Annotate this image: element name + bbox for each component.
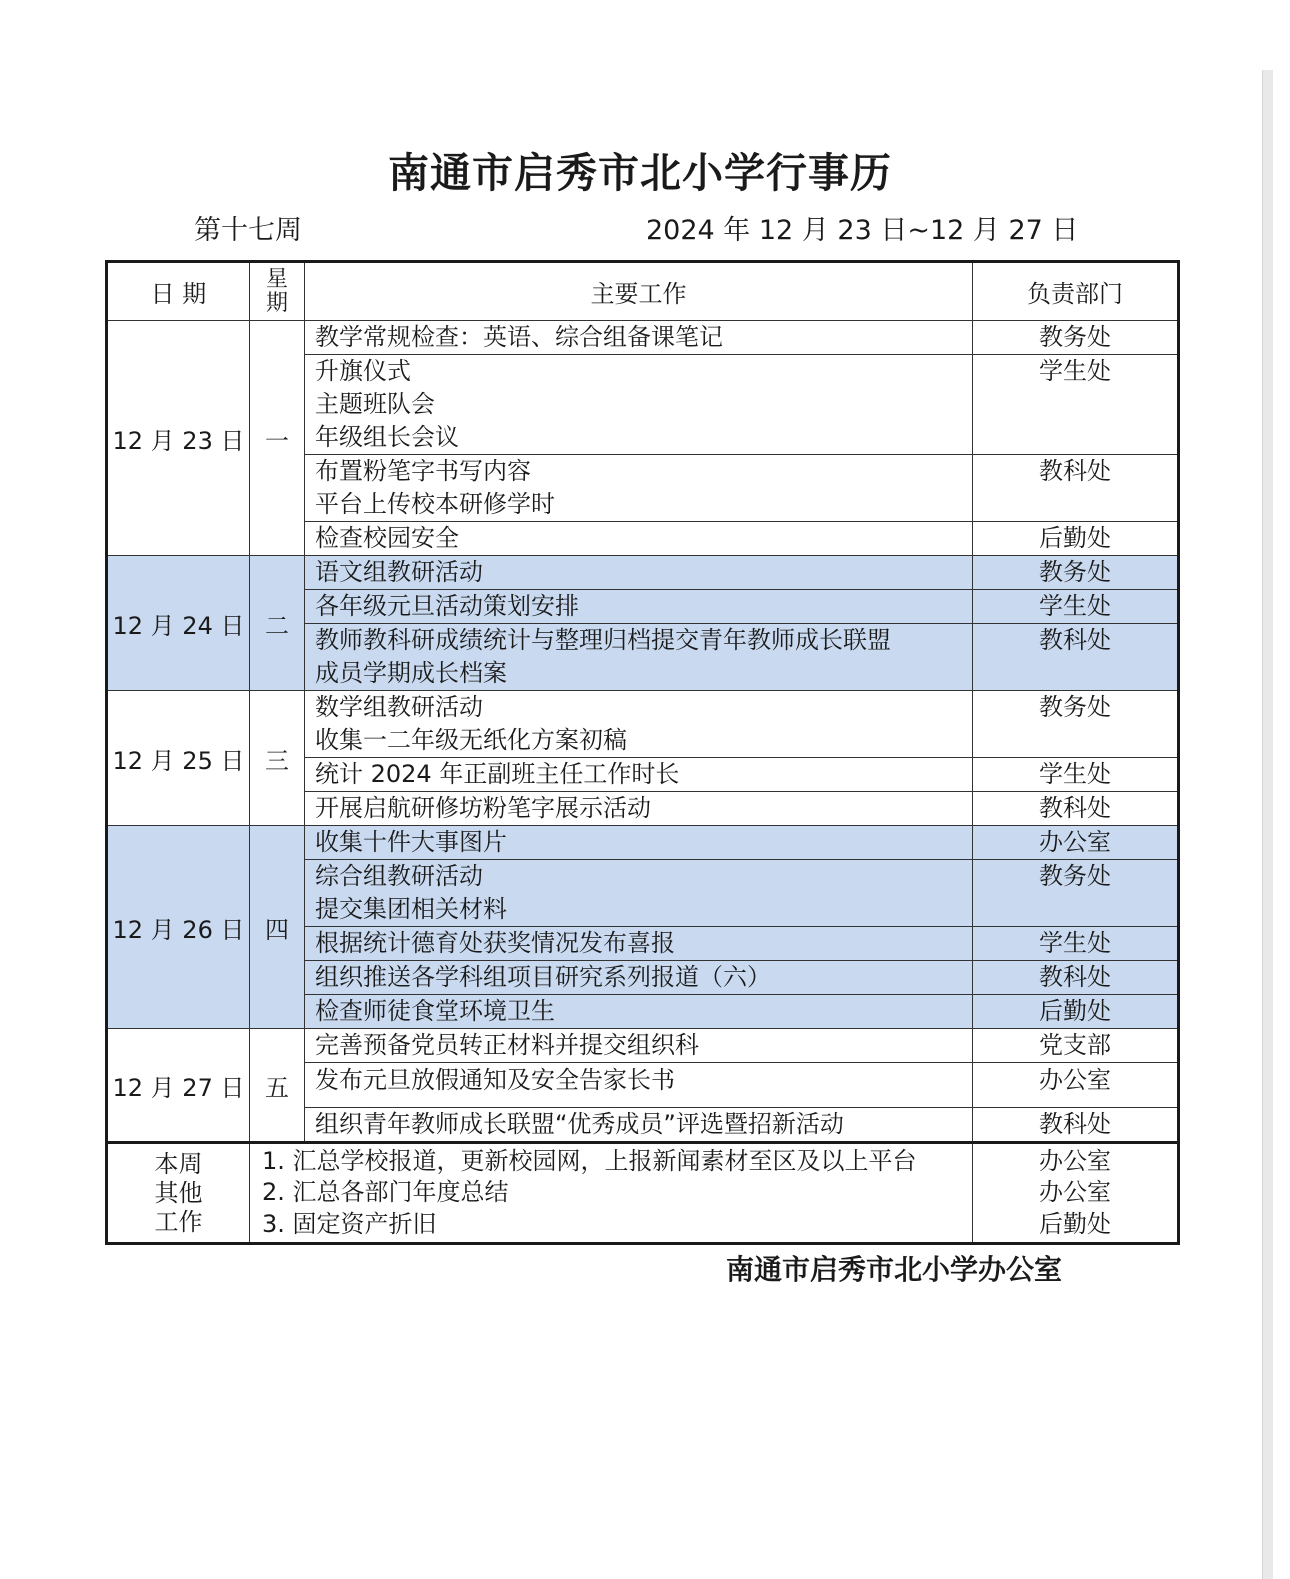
task-line: 检查师徒食堂环境卫生: [315, 997, 555, 1025]
date-cell: 12 月 23 日: [107, 321, 250, 556]
task-line: 语文组教研活动: [315, 558, 483, 586]
date-range: 2024 年 12 月 23 日~12 月 27 日: [646, 215, 1079, 246]
dept-cell: 教科处: [973, 792, 1179, 826]
task-line: 综合组教研活动: [315, 862, 483, 890]
task-cell: [305, 355, 973, 455]
header-date: 日 期: [107, 262, 250, 321]
table-row: [107, 1029, 1179, 1063]
task-line: 布置粉笔字书写内容: [315, 457, 531, 485]
task-line: 数学组教研活动: [315, 693, 483, 721]
dept-cell: 教务处: [973, 691, 1179, 758]
other-work-item: 3. 固定资产折旧: [262, 1209, 437, 1238]
dept-cell: 教科处: [973, 624, 1179, 691]
footer-signature: 南通市启秀市北小学办公室: [726, 1253, 1063, 1286]
task-line: 根据统计德育处获奖情况发布喜报: [315, 929, 675, 957]
dept-cell: 后勤处: [973, 522, 1179, 556]
task-cell: [305, 927, 973, 961]
dept-cell: 后勤处: [973, 995, 1179, 1029]
scrollbar[interactable]: [1262, 70, 1273, 1579]
task-cell: [305, 860, 973, 927]
task-cell: [305, 321, 973, 355]
task-line: 组织青年教师成长联盟“优秀成员”评选暨招新活动: [315, 1110, 844, 1138]
week-label: 第十七周: [194, 215, 302, 246]
task-line: 组织推送各学科组项目研究系列报道（六）: [315, 963, 771, 991]
table-row: [107, 321, 1179, 355]
date-cell: 12 月 25 日: [107, 691, 250, 826]
dept-cell: 教务处: [973, 556, 1179, 590]
task-line: 教师教科研成绩统计与整理归档提交青年教师成长联盟: [315, 626, 891, 654]
header-task: 主要工作: [305, 262, 973, 321]
dept-cell: 教科处: [973, 1108, 1179, 1143]
task-cell: [305, 691, 973, 758]
dept-cell: 办公室: [973, 826, 1179, 860]
header-dept: 负责部门: [973, 262, 1179, 321]
dept-cell: 办公室: [973, 1063, 1179, 1108]
date-cell: 12 月 24 日: [107, 556, 250, 691]
task-line: 教学常规检查：英语、综合组备课笔记: [315, 323, 723, 351]
dept-cell: 教科处: [973, 961, 1179, 995]
other-work-row: [107, 1143, 1179, 1244]
task-cell: [305, 1029, 973, 1063]
task-line: 开展启航研修坊粉笔字展示活动: [315, 794, 651, 822]
task-cell: [305, 826, 973, 860]
table-row: [107, 556, 1179, 590]
task-line: 升旗仪式: [315, 357, 411, 385]
task-line: 成员学期成长档案: [315, 659, 507, 687]
task-line: 年级组长会议: [315, 423, 459, 451]
task-line: 统计 2024 年正副班主任工作时长: [315, 760, 680, 788]
task-cell: [305, 995, 973, 1029]
table-row: [107, 691, 1179, 758]
page-title: 南通市启秀市北小学行事历: [388, 149, 892, 197]
weekday-cell: 四: [250, 826, 305, 1029]
other-work-depts: [973, 1143, 1179, 1244]
dept-cell: 学生处: [973, 758, 1179, 792]
header-weekday-line1: 星: [265, 266, 288, 292]
dept-cell: 教科处: [973, 455, 1179, 522]
dept-cell: 教务处: [973, 860, 1179, 927]
task-line: 发布元旦放假通知及安全告家长书: [315, 1066, 675, 1094]
dept-cell: 学生处: [973, 355, 1179, 455]
task-line: 完善预备党员转正材料并提交组织科: [315, 1031, 699, 1059]
task-cell: [305, 624, 973, 691]
other-label-line: 其他: [154, 1178, 203, 1207]
task-line: 收集十件大事图片: [315, 828, 507, 856]
task-line: 主题班队会: [315, 390, 435, 418]
dept-cell: 教务处: [973, 321, 1179, 355]
other-work-dept: 后勤处: [1039, 1209, 1111, 1238]
task-cell: [305, 758, 973, 792]
table-row: [107, 826, 1179, 860]
dept-cell: 学生处: [973, 590, 1179, 624]
task-cell: [305, 455, 973, 522]
other-work-label: [107, 1143, 250, 1244]
task-cell: [305, 522, 973, 556]
weekday-cell: 一: [250, 321, 305, 556]
dept-cell: 学生处: [973, 927, 1179, 961]
task-line: 平台上传校本研修学时: [315, 490, 555, 518]
other-work-dept: 办公室: [1039, 1146, 1111, 1175]
other-label-line: 工作: [154, 1207, 203, 1236]
task-cell: [305, 1108, 973, 1143]
task-cell: [305, 792, 973, 826]
task-cell: [305, 556, 973, 590]
weekday-cell: 二: [250, 556, 305, 691]
calendar-table: [105, 260, 1180, 1245]
header-weekday-line2: 期: [265, 290, 288, 316]
header-weekday: [250, 262, 305, 321]
task-line: 检查校园安全: [315, 524, 459, 552]
other-work-list: [250, 1143, 973, 1244]
header-row: [107, 262, 1179, 321]
task-cell: [305, 1063, 973, 1108]
task-line: 收集一二年级无纸化方案初稿: [315, 726, 627, 754]
other-work-dept: 办公室: [1039, 1178, 1111, 1207]
task-line: 提交集团相关材料: [315, 895, 507, 923]
other-work-item: 1. 汇总学校报道，更新校园网，上报新闻素材至区及以上平台: [262, 1146, 917, 1175]
task-cell: [305, 590, 973, 624]
task-cell: [305, 961, 973, 995]
weekday-cell: 五: [250, 1029, 305, 1143]
other-label-line: 本周: [154, 1149, 203, 1178]
date-cell: 12 月 26 日: [107, 826, 250, 1029]
other-work-item: 2. 汇总各部门年度总结: [262, 1178, 509, 1207]
date-cell: 12 月 27 日: [107, 1029, 250, 1143]
dept-cell: 党支部: [973, 1029, 1179, 1063]
task-line: 各年级元旦活动策划安排: [315, 592, 579, 620]
weekday-cell: 三: [250, 691, 305, 826]
